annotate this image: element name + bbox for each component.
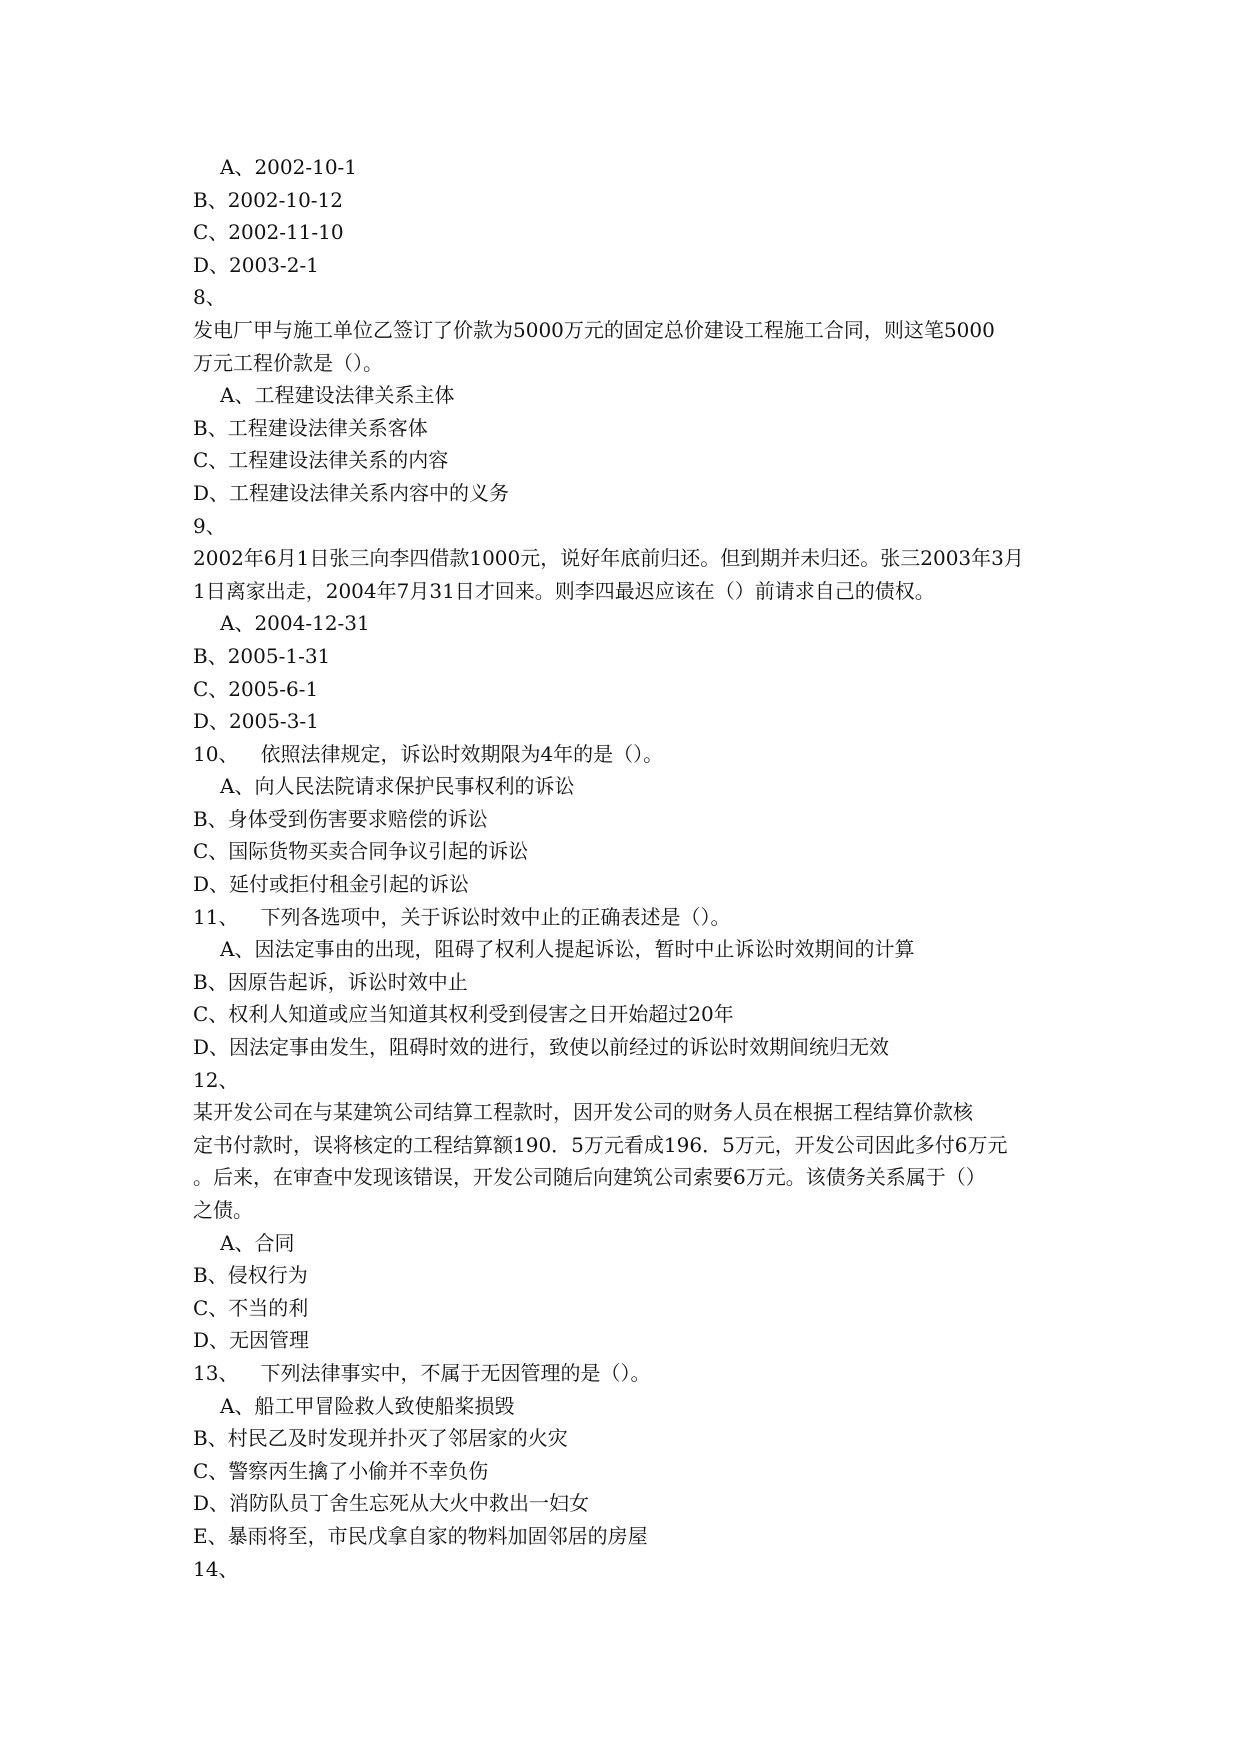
- option-9-b: B、2005-1-31: [193, 643, 331, 668]
- option-8-c: C、工程建设法律关系的内容: [193, 448, 449, 473]
- question-13: [193, 1357, 1053, 1553]
- option-13-b: B、村民乙及时发现并扑灭了邻居家的火灾: [193, 1426, 568, 1451]
- option-10-a: A、向人民法院请求保护民事权利的诉讼: [220, 774, 575, 799]
- question-10-number: 10、: [193, 741, 239, 766]
- question-12-number: 12、: [193, 1067, 239, 1092]
- question-9-stem-line-2: 1日离家出走，2004年7月31日才回来。则李四最迟应该在（）前请求自己的债权。: [193, 578, 935, 603]
- question-10-header: [193, 738, 1053, 771]
- question-9-stem-line-1: 2002年6月1日张三向李四借款1000元，说好年底前归还。但到期并未归还。张三2003年3月: [193, 546, 1024, 571]
- question-8: [193, 281, 1053, 509]
- question-8-stem-line-2: 万元工程价款是（）。: [193, 350, 383, 375]
- question-12-stem-line-2: 定书付款时，误将核定的工程结算额190．5万元看成196．5万元，开发公司因此多付6万元: [193, 1132, 1008, 1157]
- option-11-b: B、因原告起诉，诉讼时效中止: [193, 969, 468, 994]
- question-10-stem: 依照法律规定，诉讼时效期限为4年的是（）。: [260, 741, 664, 766]
- question-12-stem-line-4: 之债。: [193, 1198, 253, 1222]
- option-11-c: C、权利人知道或应当知道其权利受到侵害之日开始超过20年: [193, 1002, 734, 1027]
- option-13-e: E、暴雨将至，市民戊拿自家的物料加固邻居的房屋: [193, 1523, 648, 1548]
- option-13-c: C、警察丙生擒了小偷并不幸负伤: [193, 1458, 489, 1483]
- option-9-a: A、2004-12-31: [220, 611, 370, 636]
- question-13-number: 13、: [193, 1360, 239, 1385]
- question-11-stem: 下列各选项中，关于诉讼时效中止的正确表述是（）。: [260, 904, 731, 929]
- question-12: [193, 1064, 1053, 1357]
- question-11-number: 11、: [193, 904, 239, 929]
- option-12-b: B、侵权行为: [193, 1263, 308, 1288]
- question-13-header: [193, 1357, 1053, 1390]
- question-10: [193, 738, 1053, 901]
- option-11-d: D、因法定事由发生，阻碍时效的进行，致使以前经过的诉讼时效期间统归无效: [193, 1035, 890, 1060]
- option-7-c: C、2002-11-10: [193, 220, 344, 245]
- option-8-d: D、工程建设法律关系内容中的义务: [193, 480, 510, 505]
- option-10-b: B、身体受到伤害要求赔偿的诉讼: [193, 806, 488, 831]
- option-7-a: A、2002-10-1: [220, 155, 358, 179]
- option-7-b: B、2002-10-12: [193, 187, 344, 212]
- question-11-header: [193, 901, 1053, 934]
- option-9-c: C、2005-6-1: [193, 676, 319, 701]
- option-8-a: A、工程建设法律关系主体: [220, 383, 455, 408]
- option-10-c: C、国际货物买卖合同争议引起的诉讼: [193, 839, 529, 864]
- option-13-a: A、船工甲冒险救人致使船桨损毁: [220, 1393, 515, 1418]
- question-14: [193, 1553, 1053, 1586]
- question-12-stem-line-3: 。后来，在审查中发现该错误，开发公司随后向建筑公司索要6万元。该债务关系属于（）: [193, 1165, 986, 1190]
- option-8-b: B、工程建设法律关系客体: [193, 415, 428, 440]
- option-7-d: D、2003-2-1: [193, 252, 319, 277]
- question-9: [193, 510, 1053, 738]
- option-13-d: D、消防队员丁舍生忘死从大火中救出一妇女: [193, 1491, 590, 1516]
- option-9-d: D、2005-3-1: [193, 709, 319, 734]
- option-12-a: A、合同: [220, 1230, 295, 1255]
- question-8-stem-line-1: 发电厂甲与施工单位乙签订了价款为5000万元的固定总价建设工程施工合同，则这笔5000: [193, 317, 995, 342]
- document-page: [193, 151, 1053, 1585]
- question-14-number: 14、: [193, 1556, 239, 1581]
- option-10-d: D、延付或拒付租金引起的诉讼: [193, 872, 470, 897]
- question-7-options: [193, 151, 1053, 281]
- question-8-number: 8、: [193, 285, 226, 310]
- question-13-stem: 下列法律事实中，不属于无因管理的是（）。: [260, 1360, 651, 1385]
- question-12-stem-line-1: 某开发公司在与某建筑公司结算工程款时，因开发公司的财务人员在根据工程结算价款核: [193, 1100, 973, 1125]
- option-11-a: A、因法定事由的出现，阻碍了权利人提起诉讼，暂时中止诉讼时效期间的计算: [220, 937, 915, 962]
- option-12-d: D、无因管理: [193, 1328, 310, 1353]
- option-12-c: C、不当的利: [193, 1295, 309, 1320]
- question-11: [193, 901, 1053, 1064]
- question-9-number: 9、: [193, 513, 226, 538]
